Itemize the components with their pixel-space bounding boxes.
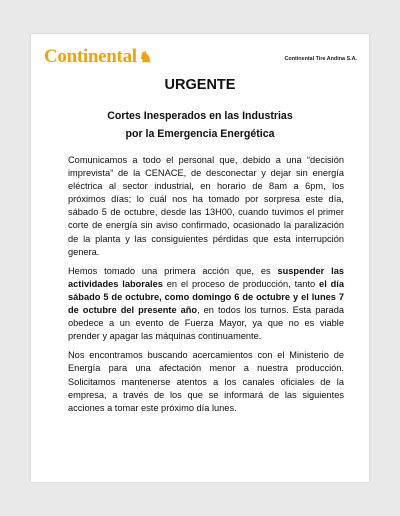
page-title: URGENTE — [164, 77, 236, 93]
subtitle-line-2: por la Emergencia Energética — [125, 128, 275, 140]
body-text — [68, 154, 344, 421]
logo-text: ontinental — [57, 46, 137, 67]
p2-text-c: en el proceso de producción, tanto — [162, 278, 320, 289]
document-page — [31, 34, 369, 482]
p2-bold-b: suspender las actividades laborales — [68, 265, 344, 289]
p2-bold-d: el día sábado 5 de octubre, como domingo 6 de octubre y el lunes 7 de octubre del presente año — [68, 278, 344, 316]
continental-logo — [44, 46, 152, 68]
paragraph-2 — [68, 265, 344, 344]
paragraph-1: Comunicamos a todo el personal que, debido a una “decisión imprevista” de la CENACE, de desconectar y dejar sin energía eléctrica al sector industrial, en horario de 8am a 6pm, los próximos días; lo cuál nos ha tomado por sorpresa este día, sábado 5 de octubre, desde las 13H00, cuando tuvimos el primer corte de energía sin aviso confirmado, ocasionado la paralización de la planta y las consiguientes pérdidas que esta interrupción genera. — [68, 155, 344, 257]
paragraph-3: Nos encontramos buscando acercamientos con el Ministerio de Energía para una afectación menor a nuestra producción. Solicitamos mantenerse atentos a los canales oficiales de la empresa, a través de los que se informará de las siguientes acciones a tomar este próximo día lunes. — [68, 350, 344, 413]
p2-text-a: Hemos tomado una primera acción que, es — [68, 265, 278, 276]
p2-text-e: , en todos los turnos. Esta parada obedece a un evento de Fuerza Mayor, ya que no es viable prender y apagar las máquinas continuamente. — [68, 305, 344, 342]
subtitle-line-1: Cortes Inesperados en las Industrias — [107, 110, 293, 122]
logo-initial: C — [44, 46, 58, 67]
letterhead — [44, 46, 357, 70]
company-name: Continental Tire Andina S.A. — [284, 56, 357, 62]
subtitle — [31, 107, 369, 143]
horse-icon: ♞ — [138, 50, 152, 66]
